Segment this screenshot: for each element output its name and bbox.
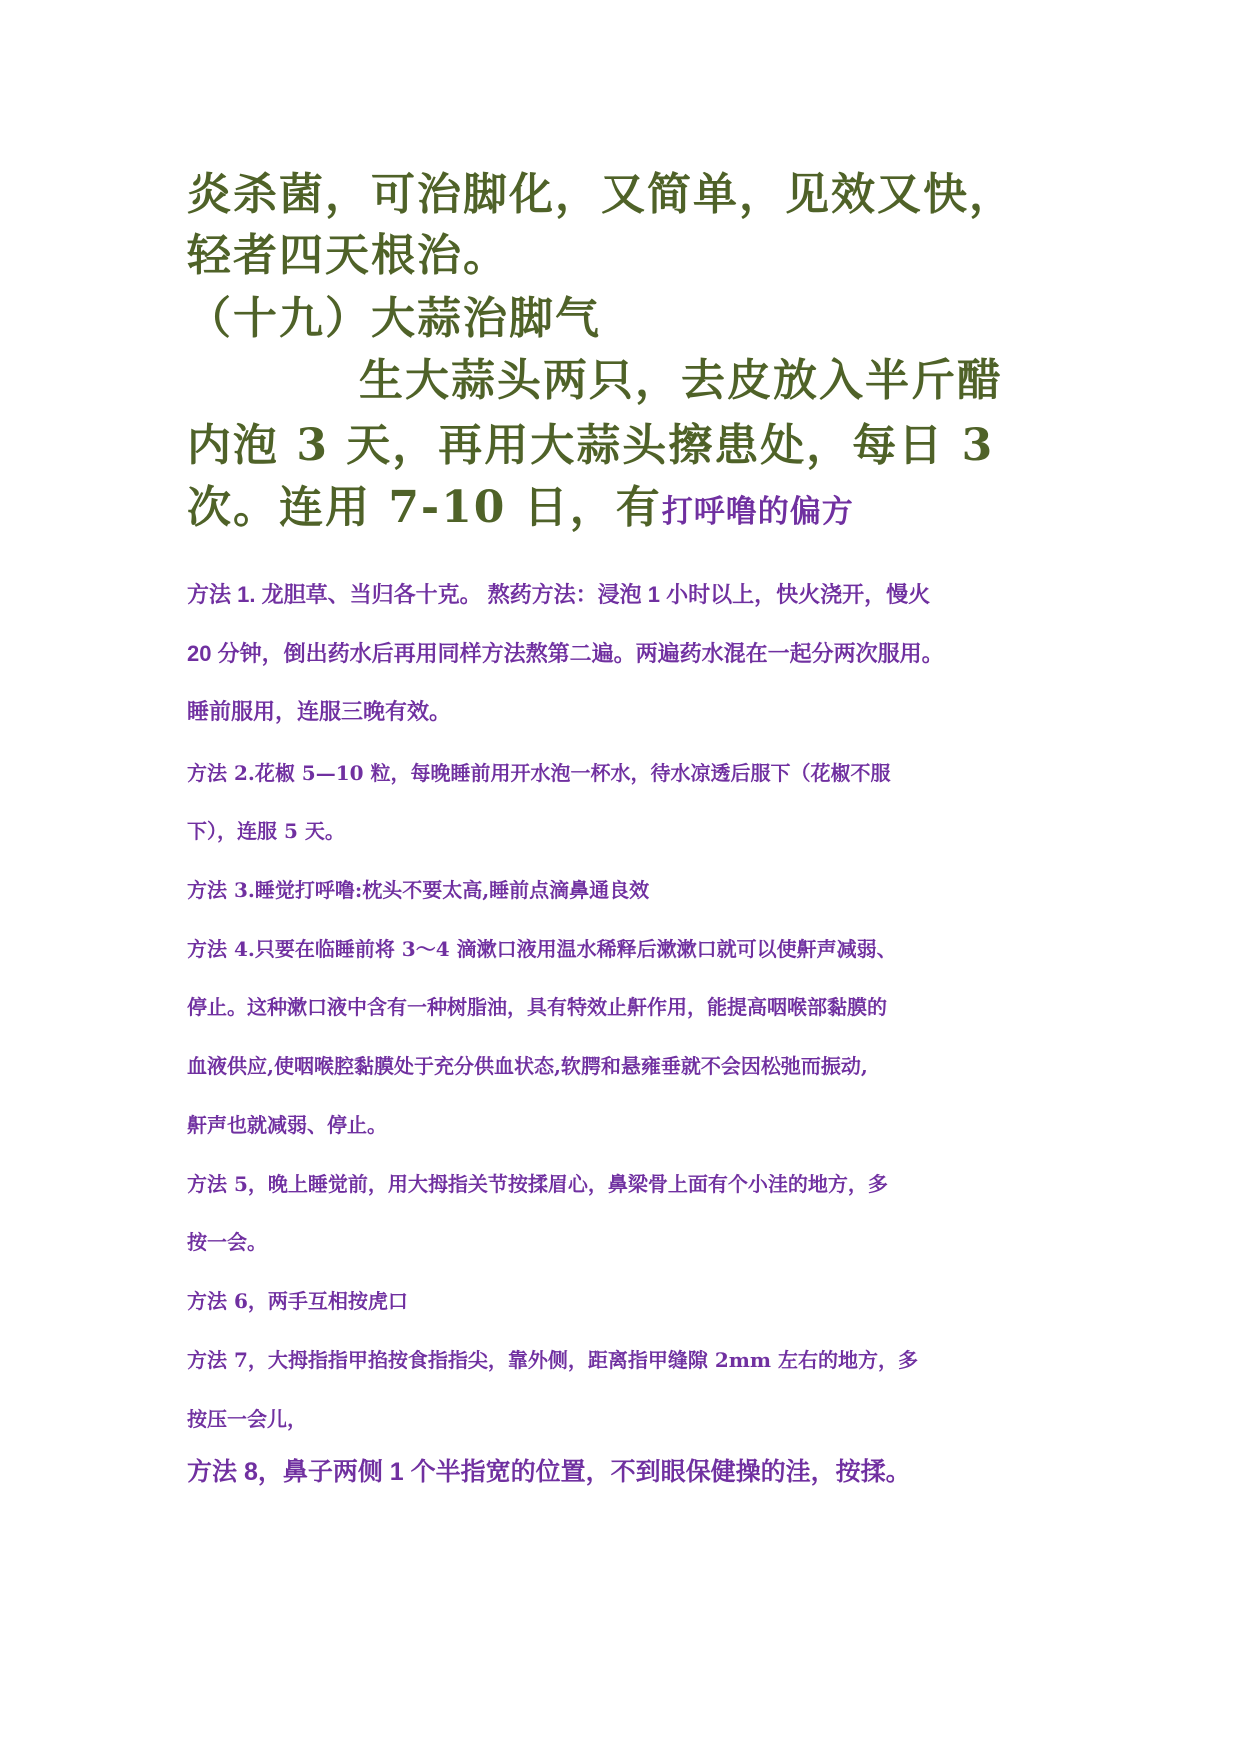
method-7-line-1: 方法 7，大拇指指甲掐按食指指尖，靠外侧，距离指甲缝隙 2mm 左右的地方，多 [187,1348,919,1372]
body-line-2: 轻者四天根治。 [187,230,509,281]
method-1-line-3: 睡前服用，连服三晚有效。 [187,699,452,724]
method-1-line-1: 方法 1. 龙胆草、当归各十克。 熬药方法：浸泡 1 小时以上，快火浇开，慢火 [187,582,931,607]
method-1-line-2: 20 分钟，倒出药水后再用同样方法熬第二遍。两遍药水混在一起分两次服用。 [187,641,944,666]
method-7-line-2: 按压一会儿， [187,1407,307,1431]
method-5-line-1: 方法 5，晚上睡觉前，用大拇指关节按揉眉心，鼻梁骨上面有个小洼的地方，多 [187,1172,888,1196]
body-line-5-container [187,471,854,535]
method-5-line-2: 按一会。 [187,1230,267,1254]
body-line-5: 次。连用 7-10 日，有 [187,482,662,533]
body-line-1: 炎杀菌，可治脚化，又简单，见效又快， [187,169,1015,220]
method-4-line-1: 方法 4.只要在临睡前将 3～4 滴漱口液用温水稀释后漱漱口就可以使鼾声减弱、 [187,937,897,961]
method-4-line-4: 鼾声也就减弱、停止。 [187,1113,387,1137]
method-2-line-2: 下），连服 5 天。 [187,819,345,843]
method-4-line-2: 停止。这种漱口液中含有一种树脂油，具有特效止鼾作用，能提高咽喉部黏膜的 [187,995,887,1019]
snoring-remedy-title: 打呼噜的偏方 [661,494,854,530]
body-line-3: 生大蒜头两只，去皮放入半斤醋 [359,355,1003,406]
method-3-line-1: 方法 3.睡觉打呼噜:枕头不要太高,睡前点滴鼻通良效 [187,878,650,902]
method-8-line-1: 方法 8，鼻子两侧 1 个半指宽的位置，不到眼保健操的洼，按揉。 [187,1458,911,1486]
section-heading-19: （十九）大蒜治脚气 [187,293,601,344]
method-2-line-1: 方法 2.花椒 5—10 粒，每晚睡前用开水泡一杯水，待水凉透后服下（花椒不服 [187,761,891,785]
method-4-line-3: 血液供应,使咽喉腔黏膜处于充分供血状态,软腭和悬雍垂就不会因松弛而振动, [187,1054,868,1078]
method-6-line-1: 方法 6，两手互相按虎口 [187,1289,408,1313]
body-line-4: 内泡 3 天，再用大蒜头擦患处，每日 3 [187,420,995,471]
